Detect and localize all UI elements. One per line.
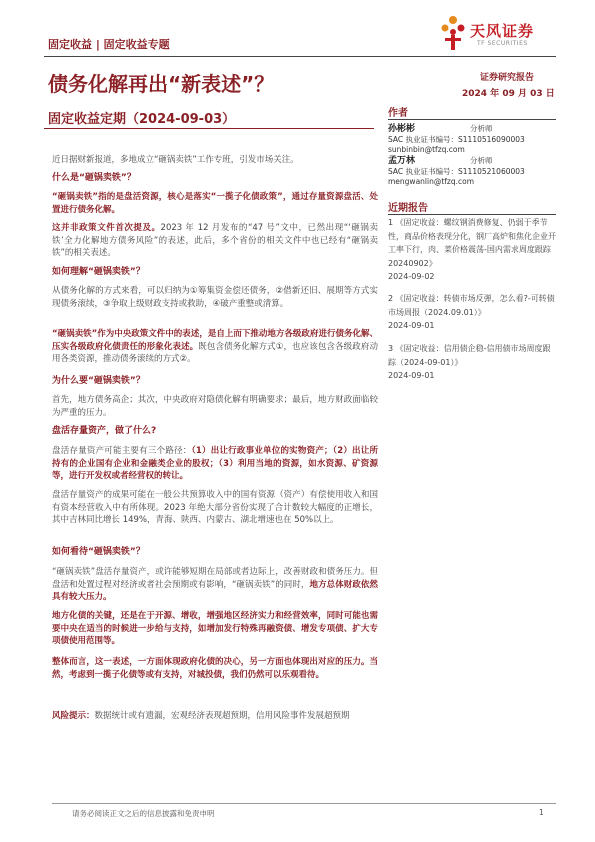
paragraph-text: 盘活存量资产可能主要有三个路径： bbox=[52, 446, 192, 456]
paragraph-highlight: （1）出让行政事业单位的实物资产；（2）出让所持有的企业国有企业和金融类企业的股权；（3）利用当地的资源，如水资源、矿资源等，进行开发权或者经营权的转让。 bbox=[52, 446, 378, 481]
author-name: 孙彬彬 bbox=[388, 124, 416, 134]
section-question: 如何看待“砸锅卖铁”？ bbox=[52, 547, 145, 557]
company-name: 天风证券 bbox=[470, 22, 535, 40]
company-logo-icon bbox=[440, 14, 466, 52]
key-paragraph: 地方化债的关键，还是在于开源、增收，增强地区经济实力和经营效率，同时可能也需要中央在适当的时候进一步给与支持，如增加发行特殊再融资债、增发专项债、扩大专项债使用范围等。 bbox=[52, 611, 378, 646]
footer-disclaimer: 请务必阅读正文之后的信息披露和免责申明 bbox=[72, 809, 215, 818]
related-report-item[interactable] bbox=[388, 216, 556, 284]
related-report-date: 2024-09-02 bbox=[388, 272, 435, 281]
author-cert: SAC 执业证书编号：S1110521060003 bbox=[388, 167, 525, 176]
body-paragraph: 盘活存量资产的成果可能在一般公共预算收入中的国有资源（资产）有偿使用收入和国有资本经营收入中有所体现。2023 年绝大部分省份实现了合计数较大幅度的正增长，其中吉林同比增长 149%，青海、陕西、内蒙古、湖北增速也在 50%以上。 bbox=[52, 490, 378, 525]
body-paragraph bbox=[52, 566, 378, 604]
paragraph-text: 2023 年 12 月发布的“47 号”文中，已然出现“‘砸锅卖铁’全力化解地方债务风险”的表述，此后，多个省份的相关文件中也已经有“砸锅卖铁”的相关表述。 bbox=[52, 223, 378, 258]
body-paragraph bbox=[52, 328, 378, 366]
related-report-item[interactable] bbox=[388, 292, 556, 333]
header-category: 固定收益 | 固定收益专题 bbox=[48, 38, 170, 51]
section-question: 为什么要“砸锅卖铁”？ bbox=[52, 376, 145, 386]
report-date: 2024 年 09 月 03 日 bbox=[462, 89, 555, 99]
risk-text: 数据统计或有遗漏，宏观经济表现超预期，信用风险事件发展超预期 bbox=[94, 711, 350, 721]
section-question: 如何理解“砸锅卖铁”？ bbox=[52, 267, 145, 277]
body-paragraph: 从债务化解的方式来看，可以归纳为①筹集资金偿还债务，②借新还旧、展期等方式实现债务滚续，③争取上级财政支持或救助，④破产重整或清算。 bbox=[52, 286, 378, 309]
related-report-date: 2024-09-01 bbox=[388, 321, 435, 330]
header-divider bbox=[44, 56, 556, 57]
author-role: 分析师 bbox=[470, 124, 493, 133]
paragraph-text: “砸锅卖铁”盘活存量资产，或许能够短期在局部或者边际上，改善财政和债务压力。但盘活和处置过程对经济或者社会预期或有影响，“砸锅卖铁”的同时， bbox=[52, 567, 378, 590]
related-report-date: 2024-09-01 bbox=[388, 371, 435, 380]
body-paragraph: 首先，地方债务高企；其次，中央政府对隐债化解有明确要求；最后，地方财政面临较为严重的压力。 bbox=[52, 395, 378, 418]
author-role: 分析师 bbox=[470, 156, 493, 165]
company-name-en: TF SECURITIES bbox=[477, 40, 528, 47]
report-subtitle: 固定收益定期（2024-09-03） bbox=[48, 112, 236, 127]
intro-paragraph: 近日据财新报道，多地成立“砸锅卖铁”工作专班，引发市场关注。 bbox=[52, 155, 299, 165]
footer-divider bbox=[52, 803, 556, 804]
authors-header: 作者 bbox=[388, 104, 556, 120]
related-report-title[interactable]: 1 《固定收益：螺纹钢消费修复、仍弱于季节性，商品价格表现分化，钢厂高炉和焦化企业开工率下行，肉、菜价格震荡-国内需求周度跟踪 20240902》 bbox=[388, 218, 556, 268]
subtitle-divider bbox=[44, 128, 374, 129]
report-type: 证券研究报告 bbox=[480, 73, 535, 83]
section-question: 什么是“砸锅卖铁”？ bbox=[52, 173, 136, 183]
related-reports-header: 近期报告 bbox=[388, 199, 556, 215]
related-report-title[interactable]: 3 《固定收益：信用债企稳-信用债市场周度跟踪（2024-09-01）》 bbox=[388, 344, 551, 367]
related-report-item[interactable] bbox=[388, 342, 556, 383]
paragraph-text: 既包含债务化解方式①，也应该包含各级政府动用各类资源，推动债务滚续的方式②。 bbox=[52, 341, 378, 364]
author-name: 孟万林 bbox=[388, 156, 416, 166]
section-question: 盘活存量资产，做了什么? bbox=[52, 426, 157, 436]
author-block bbox=[388, 124, 556, 155]
page-number: 1 bbox=[539, 808, 544, 817]
report-title: 债务化解再出“新表述”？ bbox=[48, 72, 275, 96]
paragraph-lead: “砸锅卖铁”作为中央政策文件中的表述，是自上而下推动地方各级政府进行债务化解、压实各级政府化债责任的形象化表述。 bbox=[52, 329, 378, 352]
paragraph-lead: 这并非政策文件首次提及。 bbox=[52, 223, 161, 233]
key-paragraph: “砸锅卖铁”指的是盘活资源，核心是落实“一揽子化债政策”，通过存量资源盘活、处置进行债务化解。 bbox=[52, 192, 378, 215]
body-paragraph bbox=[52, 222, 378, 260]
conclusion-paragraph: 整体而言，这一表述，一方面体现政府化债的决心，另一方面也体现出对应的压力。当然，考虑到一揽子化债等或有支持，对城投债，我们仍然可以乐观看待。 bbox=[52, 657, 378, 680]
author-email[interactable]: sunbinbin@tfzq.com bbox=[388, 145, 465, 154]
body-paragraph bbox=[52, 445, 378, 483]
author-block bbox=[388, 156, 556, 187]
related-report-title[interactable]: 2 《固定收益：转债市场反弹，怎么看?-可转债市场周报（2024.09.01）》 bbox=[388, 294, 555, 317]
paragraph-highlight: 地方总体财政依然具有较大压力。 bbox=[52, 579, 378, 602]
risk-label: 风险提示： bbox=[52, 711, 95, 721]
risk-warning bbox=[52, 710, 378, 723]
author-email[interactable]: mengwanlin@tfzq.com bbox=[388, 177, 475, 186]
author-cert: SAC 执业证书编号：S1110516090003 bbox=[388, 135, 525, 144]
